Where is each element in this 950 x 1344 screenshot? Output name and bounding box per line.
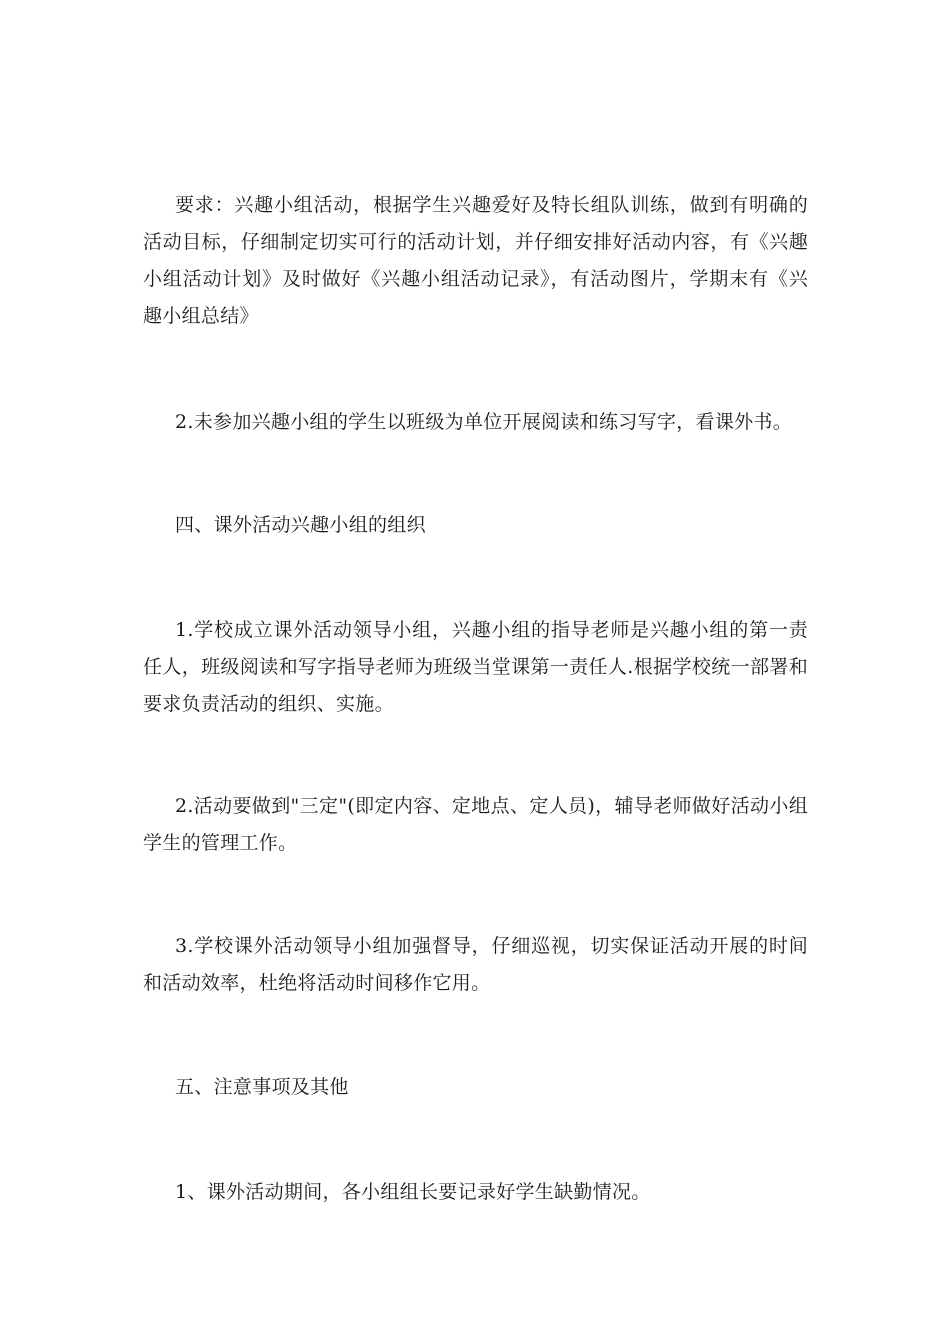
paragraph-item-3-supervision: 3.学校课外活动领导小组加强督导，仔细巡视，切实保证活动开展的时间和活动效率，杜绝将活动时间移作它用。 (143, 935, 808, 994)
paragraph-item-2-three-fixed: 2.活动要做到"三定"(即定内容、定地点、定人员)，辅导老师做好活动小组学生的管理工作。 (143, 795, 808, 854)
section-heading-organization: 四、课外活动兴趣小组的组织 (175, 514, 426, 536)
paragraph-item-2-non-members: 2.未参加兴趣小组的学生以班级为单位开展阅读和练习写字，看课外书。 (175, 411, 793, 433)
paragraph-requirements: 要求：兴趣小组活动，根据学生兴趣爱好及特长组队训练，做到有明确的活动目标，仔细制定切实可行的活动计划，并仔细安排好活动内容，有《兴趣小组活动计划》及时做好《兴趣小组活动记录》，有活动图片，学期末有《兴趣小组总结》 (143, 194, 808, 327)
paragraph-item-1-attendance: 1、课外活动期间，各小组组长要记录好学生缺勤情况。 (175, 1181, 651, 1203)
paragraph-item-1-leadership: 1.学校成立课外活动领导小组，兴趣小组的指导老师是兴趣小组的第一责任人，班级阅读和写字指导老师为班级当堂课第一责任人.根据学校统一部署和要求负责活动的组织、实施。 (143, 619, 808, 715)
section-heading-notes: 五、注意事项及其他 (175, 1076, 349, 1098)
